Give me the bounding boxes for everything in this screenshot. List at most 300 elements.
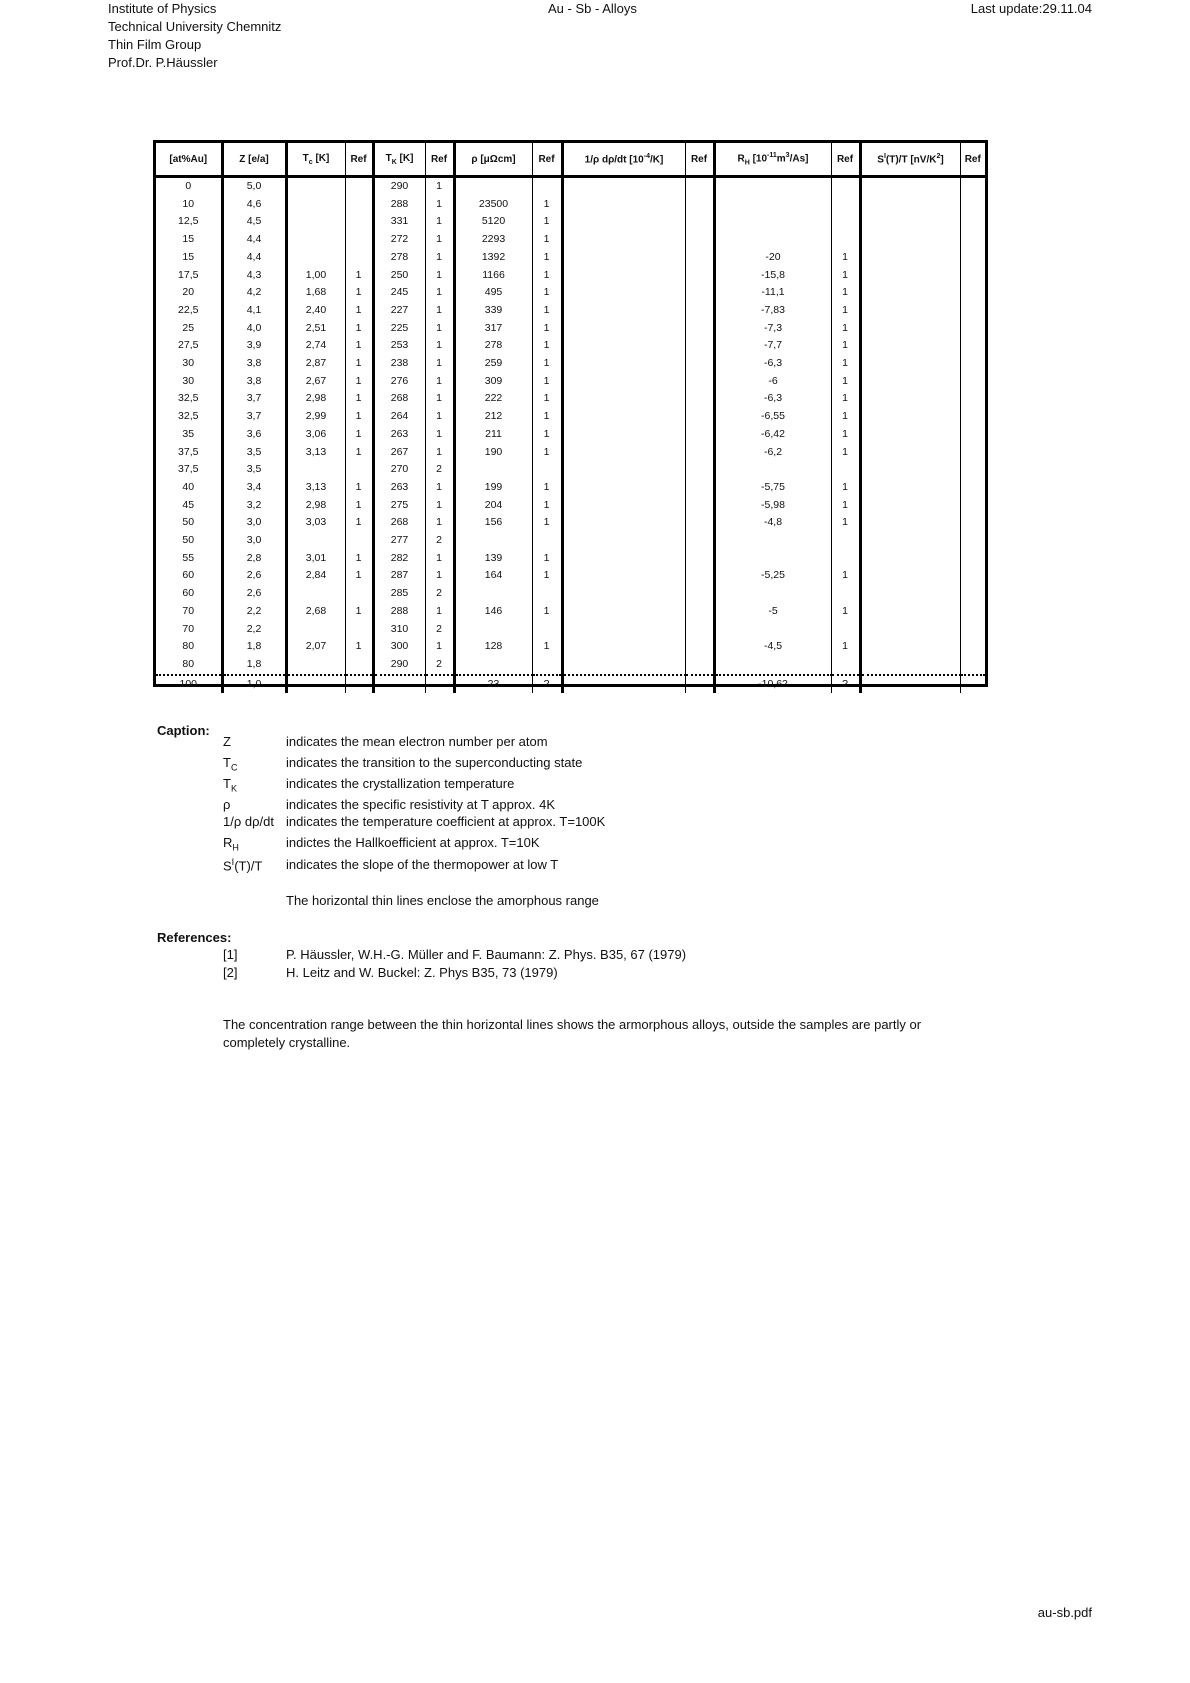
table-row (156, 196, 985, 214)
cell-thermopower (860, 532, 960, 550)
cell-ref-tc: 1 (345, 284, 373, 302)
caption-symbol (223, 776, 237, 794)
cell-ref-thermopower (960, 249, 985, 267)
cell-ref-hall: 1 (831, 603, 860, 621)
cell-rho: 1166 (454, 267, 532, 285)
cell-ref-hall: 1 (831, 373, 860, 391)
cell-tk: 288 (373, 603, 425, 621)
cell-tk: 270 (373, 461, 425, 479)
cell-ref-coefficient (685, 267, 714, 285)
cell-at-percent: 20 (156, 284, 222, 302)
cell-rho: 211 (454, 426, 532, 444)
cell-ref-thermopower (960, 320, 985, 338)
cell-thermopower (860, 284, 960, 302)
cell-ref-tk: 1 (425, 408, 454, 426)
cell-temp-coefficient (562, 603, 685, 621)
cell-ref-thermopower (960, 656, 985, 675)
reference-number: [2] (223, 965, 238, 980)
caption-symbol-base: Z (223, 734, 231, 749)
cell-ref-hall (831, 461, 860, 479)
last-update: Last update:29.11.04 (970, 1, 1092, 16)
university-line: Technical University Chemnitz (108, 19, 282, 34)
cell-ref-rho (532, 621, 562, 639)
cell-thermopower (860, 479, 960, 497)
institute-line: Institute of Physics (108, 1, 217, 16)
cell-thermopower (860, 567, 960, 585)
cell-ref-coefficient (685, 479, 714, 497)
cell-tc (286, 621, 345, 639)
col-ref-tk: Ref (425, 143, 454, 177)
cell-at-percent: 45 (156, 497, 222, 515)
cell-at-percent: 80 (156, 656, 222, 675)
cell-ref-rho: 1 (532, 390, 562, 408)
cell-ref-coefficient (685, 675, 714, 694)
cell-rho: 23 (454, 675, 532, 694)
cell-tc (286, 249, 345, 267)
cell-thermopower (860, 514, 960, 532)
cell-ref-tk: 2 (425, 656, 454, 675)
table-row (156, 390, 985, 408)
cell-tc: 3,06 (286, 426, 345, 444)
table-row (156, 656, 985, 675)
cell-ref-thermopower (960, 267, 985, 285)
cell-tc: 2,07 (286, 638, 345, 656)
cell-ref-tk: 2 (425, 621, 454, 639)
caption-symbol-base: R (223, 835, 233, 850)
caption-symbol-subscript: H (232, 842, 239, 853)
cell-hall-coefficient (714, 196, 831, 214)
cell-thermopower (860, 390, 960, 408)
cell-ref-thermopower (960, 461, 985, 479)
cell-tc: 1,68 (286, 284, 345, 302)
cell-hall-coefficient (714, 213, 831, 231)
cell-ref-hall: 1 (831, 320, 860, 338)
cell-rho: 317 (454, 320, 532, 338)
cell-rho: 146 (454, 603, 532, 621)
cell-hall-coefficient (714, 621, 831, 639)
cell-tk: 287 (373, 567, 425, 585)
cell-ref-rho: 1 (532, 638, 562, 656)
cell-hall-coefficient (714, 550, 831, 568)
cell-tc (286, 585, 345, 603)
table-row (156, 675, 985, 694)
cell-at-percent: 25 (156, 320, 222, 338)
file-name-footer: au-sb.pdf (1037, 1605, 1092, 1620)
cell-ref-thermopower (960, 479, 985, 497)
cell-ref-tk: 1 (425, 249, 454, 267)
cell-ref-tc (345, 621, 373, 639)
cell-ref-coefficient (685, 656, 714, 675)
cell-ref-tk (425, 675, 454, 694)
cell-ref-tc (345, 177, 373, 196)
col-hall-coefficient: $R_H$ $[10^{-11}m^3/As]$ (714, 143, 831, 177)
cell-ref-rho: 1 (532, 320, 562, 338)
cell-rho: 139 (454, 550, 532, 568)
cell-rho: 156 (454, 514, 532, 532)
cell-z: 4,5 (222, 213, 286, 231)
caption-symbol-tail: (T)/T (234, 858, 263, 874)
cell-z: 4,4 (222, 231, 286, 249)
cell-hall-coefficient (714, 532, 831, 550)
caption-symbol (223, 814, 274, 829)
cell-ref-coefficient (685, 337, 714, 355)
table-row (156, 532, 985, 550)
caption-symbol (223, 734, 231, 749)
cell-temp-coefficient (562, 497, 685, 515)
cell-tc: 2,98 (286, 497, 345, 515)
cell-hall-coefficient (714, 177, 831, 196)
cell-hall-coefficient: -5,25 (714, 567, 831, 585)
cell-ref-thermopower (960, 196, 985, 214)
cell-at-percent: 27,5 (156, 337, 222, 355)
cell-temp-coefficient (562, 373, 685, 391)
references-title: References: (157, 930, 232, 945)
cell-z: 1,8 (222, 638, 286, 656)
cell-z: 5,0 (222, 177, 286, 196)
cell-temp-coefficient (562, 249, 685, 267)
cell-rho: 495 (454, 284, 532, 302)
cell-z: 3,4 (222, 479, 286, 497)
table-row (156, 550, 985, 568)
cell-ref-tk: 1 (425, 213, 454, 231)
cell-temp-coefficient (562, 196, 685, 214)
cell-temp-coefficient (562, 320, 685, 338)
cell-ref-tc (345, 675, 373, 694)
cell-ref-tk: 1 (425, 479, 454, 497)
cell-ref-tk: 1 (425, 603, 454, 621)
cell-ref-rho (532, 656, 562, 675)
cell-ref-hall (831, 213, 860, 231)
cell-at-percent: 60 (156, 585, 222, 603)
table-row (156, 373, 985, 391)
cell-z: 2,8 (222, 550, 286, 568)
cell-tk: 290 (373, 656, 425, 675)
cell-temp-coefficient (562, 550, 685, 568)
cell-hall-coefficient: -6 (714, 373, 831, 391)
cell-ref-coefficient (685, 514, 714, 532)
table-row (156, 461, 985, 479)
cell-temp-coefficient (562, 532, 685, 550)
cell-ref-rho: 1 (532, 196, 562, 214)
cell-hall-coefficient (714, 656, 831, 675)
table-row (156, 302, 985, 320)
cell-ref-tc: 1 (345, 320, 373, 338)
cell-ref-thermopower (960, 444, 985, 462)
cell-ref-hall: 1 (831, 408, 860, 426)
table-row (156, 479, 985, 497)
cell-ref-tc: 1 (345, 373, 373, 391)
col-rho: ρ [μΩcm] (454, 143, 532, 177)
table-row (156, 249, 985, 267)
cell-hall-coefficient: -20 (714, 249, 831, 267)
table-row (156, 213, 985, 231)
cell-thermopower (860, 337, 960, 355)
cell-ref-rho: ? (532, 675, 562, 694)
cell-ref-coefficient (685, 621, 714, 639)
cell-thermopower (860, 444, 960, 462)
cell-temp-coefficient (562, 656, 685, 675)
cell-at-percent: 50 (156, 532, 222, 550)
col-tk: $T_K$ [K] (373, 143, 425, 177)
cell-hall-coefficient: -6,3 (714, 355, 831, 373)
cell-ref-thermopower (960, 497, 985, 515)
cell-tk: 276 (373, 373, 425, 391)
cell-ref-thermopower (960, 337, 985, 355)
cell-temp-coefficient (562, 231, 685, 249)
cell-tc (286, 196, 345, 214)
cell-ref-coefficient (685, 196, 714, 214)
cell-hall-coefficient: -15,8 (714, 267, 831, 285)
col-tc: $T_c$ [K] (286, 143, 345, 177)
cell-at-percent: 55 (156, 550, 222, 568)
cell-ref-thermopower (960, 532, 985, 550)
cell-ref-hall (831, 196, 860, 214)
cell-ref-tc (345, 656, 373, 675)
professor-line: Prof.Dr. P.Häussler (108, 55, 218, 70)
institute-header (108, 0, 281, 72)
cell-tk: 263 (373, 426, 425, 444)
cell-ref-thermopower (960, 355, 985, 373)
cell-ref-rho: 1 (532, 284, 562, 302)
cell-tk: 278 (373, 249, 425, 267)
cell-at-percent: 100 (156, 675, 222, 694)
cell-tc (286, 177, 345, 196)
cell-ref-coefficient (685, 444, 714, 462)
cell-ref-coefficient (685, 249, 714, 267)
cell-ref-hall: 1 (831, 355, 860, 373)
cell-ref-tc: 1 (345, 638, 373, 656)
cell-z: 2,6 (222, 567, 286, 585)
cell-tk: 290 (373, 177, 425, 196)
cell-ref-tk: 1 (425, 497, 454, 515)
cell-at-percent: 30 (156, 355, 222, 373)
cell-ref-tc (345, 249, 373, 267)
cell-thermopower (860, 461, 960, 479)
cell-rho: 309 (454, 373, 532, 391)
table-row (156, 337, 985, 355)
cell-z: 4,4 (222, 249, 286, 267)
cell-temp-coefficient (562, 390, 685, 408)
caption-symbol-superscript: I (231, 857, 235, 867)
cell-z: 4,6 (222, 196, 286, 214)
cell-ref-thermopower (960, 213, 985, 231)
cell-hall-coefficient: -6,55 (714, 408, 831, 426)
cell-hall-coefficient: -7,83 (714, 302, 831, 320)
cell-ref-thermopower (960, 177, 985, 196)
col-ref-rho: Ref (532, 143, 562, 177)
cell-ref-coefficient (685, 390, 714, 408)
cell-ref-rho (532, 585, 562, 603)
cell-temp-coefficient (562, 177, 685, 196)
cell-at-percent: 35 (156, 426, 222, 444)
reference-text: P. Häussler, W.H.-G. Müller and F. Baumann: Z. Phys. B35, 67 (1979) (286, 947, 687, 962)
alloy-data-table (153, 140, 988, 690)
cell-thermopower (860, 497, 960, 515)
table-row (156, 284, 985, 302)
cell-ref-coefficient (685, 638, 714, 656)
cell-tk: 263 (373, 479, 425, 497)
cell-rho (454, 656, 532, 675)
cell-ref-tc: 1 (345, 567, 373, 585)
cell-at-percent: 10 (156, 196, 222, 214)
cell-rho: 199 (454, 479, 532, 497)
cell-ref-rho: 1 (532, 373, 562, 391)
cell-at-percent: 70 (156, 621, 222, 639)
cell-tc: 2,40 (286, 302, 345, 320)
cell-tc: 3,13 (286, 444, 345, 462)
cell-ref-tc: 1 (345, 302, 373, 320)
col-ref-thermopower: Ref (960, 143, 985, 177)
cell-tk: 268 (373, 390, 425, 408)
cell-tk: 331 (373, 213, 425, 231)
cell-ref-tk: 1 (425, 444, 454, 462)
cell-tc: 2,87 (286, 355, 345, 373)
cell-temp-coefficient (562, 585, 685, 603)
cell-thermopower (860, 426, 960, 444)
cell-temp-coefficient (562, 408, 685, 426)
table-row (156, 444, 985, 462)
cell-at-percent: 15 (156, 231, 222, 249)
cell-hall-coefficient (714, 231, 831, 249)
cell-rho (454, 621, 532, 639)
cell-ref-hall (831, 532, 860, 550)
cell-temp-coefficient (562, 267, 685, 285)
cell-z: 1,0 (222, 675, 286, 694)
cell-tc (286, 461, 345, 479)
cell-ref-thermopower (960, 550, 985, 568)
cell-tk: 272 (373, 231, 425, 249)
cell-tc: 2,74 (286, 337, 345, 355)
cell-tk: 238 (373, 355, 425, 373)
cell-z: 3,8 (222, 373, 286, 391)
cell-at-percent: 15 (156, 249, 222, 267)
cell-hall-coefficient: -10,62 (714, 675, 831, 694)
cell-tk: 275 (373, 497, 425, 515)
cell-ref-tk: 1 (425, 320, 454, 338)
cell-ref-rho: 1 (532, 497, 562, 515)
cell-ref-rho: 1 (532, 603, 562, 621)
cell-tc: 3,03 (286, 514, 345, 532)
caption-description: indicates the transition to the superconducting state (286, 755, 583, 770)
cell-ref-hall (831, 621, 860, 639)
col-ref-hall: Ref (831, 143, 860, 177)
cell-ref-rho (532, 461, 562, 479)
group-line: Thin Film Group (108, 37, 202, 52)
cell-ref-coefficient (685, 426, 714, 444)
cell-thermopower (860, 373, 960, 391)
cell-ref-thermopower (960, 284, 985, 302)
cell-ref-tk: 1 (425, 355, 454, 373)
cell-ref-coefficient (685, 231, 714, 249)
cell-at-percent: 32,5 (156, 408, 222, 426)
cell-tc: 2,51 (286, 320, 345, 338)
reference-number: [1] (223, 947, 238, 962)
cell-hall-coefficient: -6,3 (714, 390, 831, 408)
cell-thermopower (860, 196, 960, 214)
cell-tk: 267 (373, 444, 425, 462)
cell-ref-hall: 1 (831, 638, 860, 656)
table-row (156, 231, 985, 249)
cell-ref-tc: 1 (345, 337, 373, 355)
cell-ref-tc: 1 (345, 479, 373, 497)
table-row (156, 408, 985, 426)
cell-ref-hall: 1 (831, 444, 860, 462)
cell-ref-tc: 1 (345, 514, 373, 532)
cell-rho (454, 461, 532, 479)
cell-tc (286, 231, 345, 249)
cell-temp-coefficient (562, 514, 685, 532)
cell-at-percent: 30 (156, 373, 222, 391)
cell-thermopower (860, 675, 960, 694)
cell-ref-coefficient (685, 373, 714, 391)
cell-ref-tk: 1 (425, 567, 454, 585)
cell-tc: 1,00 (286, 267, 345, 285)
cell-z: 4,2 (222, 284, 286, 302)
cell-ref-thermopower (960, 426, 985, 444)
col-temp-coefficient: 1/ρ dρ/dt $[10^{-4}/K]$ (562, 143, 685, 177)
cell-ref-coefficient (685, 461, 714, 479)
cell-ref-tc: 1 (345, 550, 373, 568)
caption-description: indicates the temperature coefficient at approx. T=100K (286, 814, 606, 829)
table-row (156, 638, 985, 656)
cell-temp-coefficient (562, 461, 685, 479)
cell-z: 3,8 (222, 355, 286, 373)
cell-ref-thermopower (960, 675, 985, 694)
cell-ref-tc: 1 (345, 603, 373, 621)
cell-ref-hall: 1 (831, 426, 860, 444)
col-thermopower: $S^I(T)/T$ $[nV/K^2]$ (860, 143, 960, 177)
cell-ref-tc: 1 (345, 497, 373, 515)
cell-ref-coefficient (685, 585, 714, 603)
col-at-percent: [at%Au] (156, 143, 222, 177)
cell-ref-rho: 1 (532, 408, 562, 426)
cell-ref-tc: 1 (345, 426, 373, 444)
caption-description: indicates the crystallization temperature (286, 776, 515, 791)
cell-tc: 3,01 (286, 550, 345, 568)
cell-tk: 245 (373, 284, 425, 302)
cell-tk: 225 (373, 320, 425, 338)
cell-hall-coefficient: -5,75 (714, 479, 831, 497)
cell-tc: 2,99 (286, 408, 345, 426)
cell-tc: 2,68 (286, 603, 345, 621)
cell-rho: 222 (454, 390, 532, 408)
caption-title: Caption: (157, 723, 210, 738)
cell-ref-rho: 1 (532, 302, 562, 320)
cell-rho: 1392 (454, 249, 532, 267)
cell-rho: 164 (454, 567, 532, 585)
cell-rho: 2293 (454, 231, 532, 249)
cell-thermopower (860, 267, 960, 285)
cell-ref-tk: 2 (425, 461, 454, 479)
cell-thermopower (860, 213, 960, 231)
table-row (156, 603, 985, 621)
cell-z: 3,2 (222, 497, 286, 515)
cell-ref-rho: 1 (532, 213, 562, 231)
cell-z: 3,5 (222, 461, 286, 479)
cell-ref-rho: 1 (532, 550, 562, 568)
cell-thermopower (860, 231, 960, 249)
cell-z: 3,7 (222, 408, 286, 426)
cell-at-percent: 17,5 (156, 267, 222, 285)
caption-symbol-base: T (223, 755, 231, 770)
cell-tk: 300 (373, 638, 425, 656)
cell-tk: 310 (373, 621, 425, 639)
cell-z: 3,9 (222, 337, 286, 355)
table-row (156, 177, 985, 196)
cell-thermopower (860, 603, 960, 621)
cell-ref-rho (532, 177, 562, 196)
caption-symbol (223, 797, 230, 812)
